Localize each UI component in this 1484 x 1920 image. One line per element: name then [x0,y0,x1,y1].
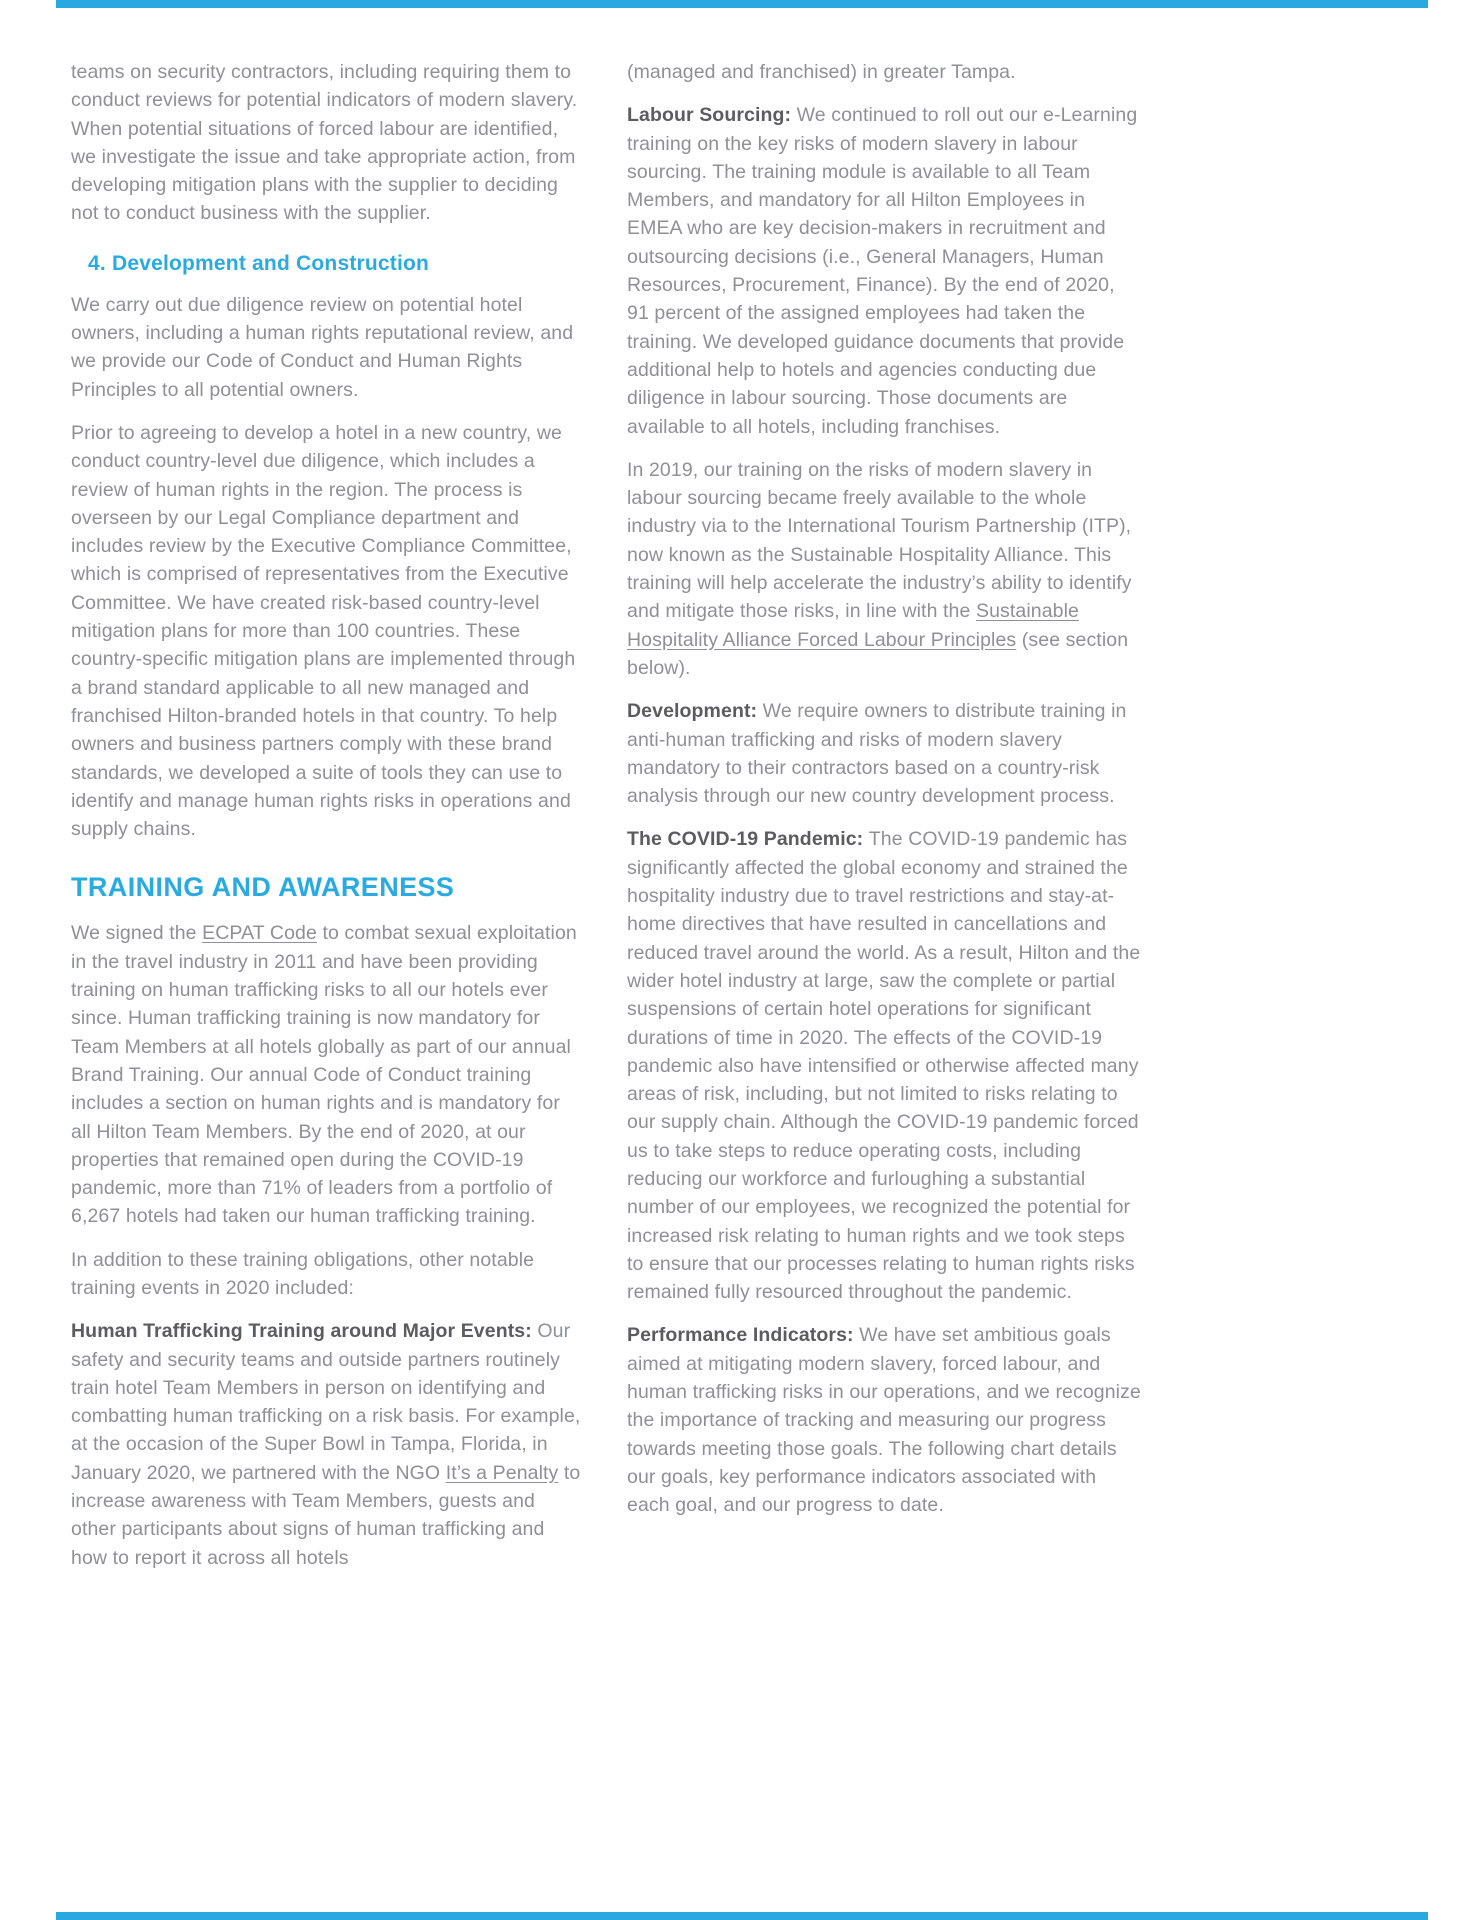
section-heading: TRAINING AND AWARENESS [71,872,455,903]
bold-lead: Human Trafficking Training around Major Events: [71,1320,538,1343]
text-run: We continued to roll out our e-Learning training on the key risks of modern slavery in labour sourcing. The training module is available to all Team Members, and mandatory for all Hilton Employees in EMEA who are key decision-makers in recruitment and outsourcing decisions (i.e., General Managers, Human Resources, Procurement, Finance). By the end of 2020, 91 percent of the assigned employees had taken the training. We developed guidance documents that provide additional help to hotels and agencies conducting due diligence in labour sourcing. Those documents are available to all hotels, including franchises. [627,104,1138,438]
page-top-accent-bar [56,0,1428,8]
text-run: (see section below). [627,628,1129,679]
paragraph [71,419,585,843]
text-link[interactable]: It’s a Penalty [445,1461,559,1484]
paragraph [627,58,1141,86]
text-run: In addition to these training obligations, other notable training events in 2020 included: [71,1248,535,1299]
text-run: We have set ambitious goals aimed at mitigating modern slavery, forced labour, and human trafficking risks in our operations, and we recognize the importance of tracking and measuring our progress towards meeting those goals. The following chart details our goals, key performance indicators associated with each goal, and our progress to date. [627,1324,1141,1517]
bold-lead: Development: [627,700,763,723]
paragraph [627,825,1141,1306]
text-run: In 2019, our training on the risks of modern slavery in labour sourcing became freely available to the whole industry via to the International Tourism Partnership (ITP), now known as the Sustainable Hospitality Alliance. This training will help accelerate the industry’s ability to identify and mitigate those risks, in line with the [627,458,1132,623]
bold-lead: Labour Sourcing: [627,104,797,127]
paragraph [71,1246,585,1303]
text-link[interactable]: ECPAT Code [202,922,317,945]
paragraph [627,1321,1141,1519]
text-column-left [71,58,585,1587]
text-run: We carry out due diligence review on potential hotel owners, including a human rights reputational review, and we provide our Code of Conduct and Human Rights Principles to all potential owners. [71,293,574,401]
paragraph [71,1317,585,1572]
text-link[interactable]: Sustainable Hospitality Alliance Forced Labour Principles [627,600,1079,651]
paragraph [627,456,1141,682]
text-run: We signed the [71,922,203,945]
text-run: Our safety and security teams and outside partners routinely train hotel Team Members in person on identifying and combatting human trafficking on a risk basis. For example, at the occasion of the Super Bowl in Tampa, Florida, in January 2020, we partnered with the NGO [71,1320,581,1484]
paragraph [71,58,585,228]
text-run: to increase awareness with Team Members, guests and other participants about signs of human trafficking and how to report it across all hotels [71,1461,581,1569]
sub-heading: 4. Development and Construction [88,251,430,275]
paragraph [71,291,585,404]
text-run: Prior to agreeing to develop a hotel in a new country, we conduct country-level due diligence, which includes a review of human rights in the region. The process is overseen by our Legal Compliance department and includes review by the Executive Compliance Committee, which is comprised of representatives from the Executive Committee. We have created risk-based country-level mitigation plans for more than 100 countries. These country-specific mitigation plans are implemented through a brand standard applicable to all new managed and franchised Hilton-branded hotels in that country. To help owners and business partners comply with these brand standards, we developed a suite of tools they can use to identify and manage human rights risks in operations and supply chains. [71,421,576,841]
text-run: teams on security contractors, including requiring them to conduct reviews for potential indicators of modern slavery. When potential situations of forced labour are identified, we investigate the issue and take appropriate action, from developing mitigation plans with the supplier to deciding not to conduct business with the supplier. [71,61,578,225]
document-page-content [71,58,1141,1587]
paragraph [627,697,1141,810]
page-bottom-accent-bar [56,1912,1428,1920]
text-run: The COVID-19 pandemic has significantly affected the global economy and strained the hospitality industry due to travel restrictions and stay-at-home directives that have resulted in cancellations and reduced travel around the world. As a result, Hilton and the wider hotel industry at large, saw the complete or partial suspensions of certain hotel operations for significant durations of time in 2020. The effects of the COVID-19 pandemic also have intensified or otherwise affected many areas of risk, including, but not limited to risks relating to our supply chain. Although the COVID-19 pandemic forced us to take steps to reduce operating costs, including reducing our workforce and furloughing a substantial number of our employees, we recognized the potential for increased risk relating to human rights and we took steps to ensure that our processes relating to human rights risks remained fully resourced throughout the pandemic. [627,828,1141,1304]
paragraph [627,101,1141,441]
bold-lead: The COVID-19 Pandemic: [627,828,869,851]
text-run: to combat sexual exploitation in the travel industry in 2011 and have been providing training on human trafficking risks to all our hotels ever since. Human trafficking training is now mandatory for Team Members at all hotels globally as part of our annual Brand Training. Our annual Code of Conduct training includes a section on human rights and is mandatory for all Hilton Team Members. By the end of 2020, at our properties that remained open during the COVID-19 pandemic, more than 71% of leaders from a portfolio of 6,267 hotels had taken our human trafficking training. [71,922,577,1228]
paragraph [71,919,585,1230]
text-run: We require owners to distribute training in anti-human trafficking and risks of modern slavery mandatory to their contractors based on a country-risk analysis through our new country development process. [627,700,1127,808]
text-column-right [627,58,1141,1587]
text-run: (managed and franchised) in greater Tampa. [627,61,1016,83]
bold-lead: Performance Indicators: [627,1324,860,1347]
